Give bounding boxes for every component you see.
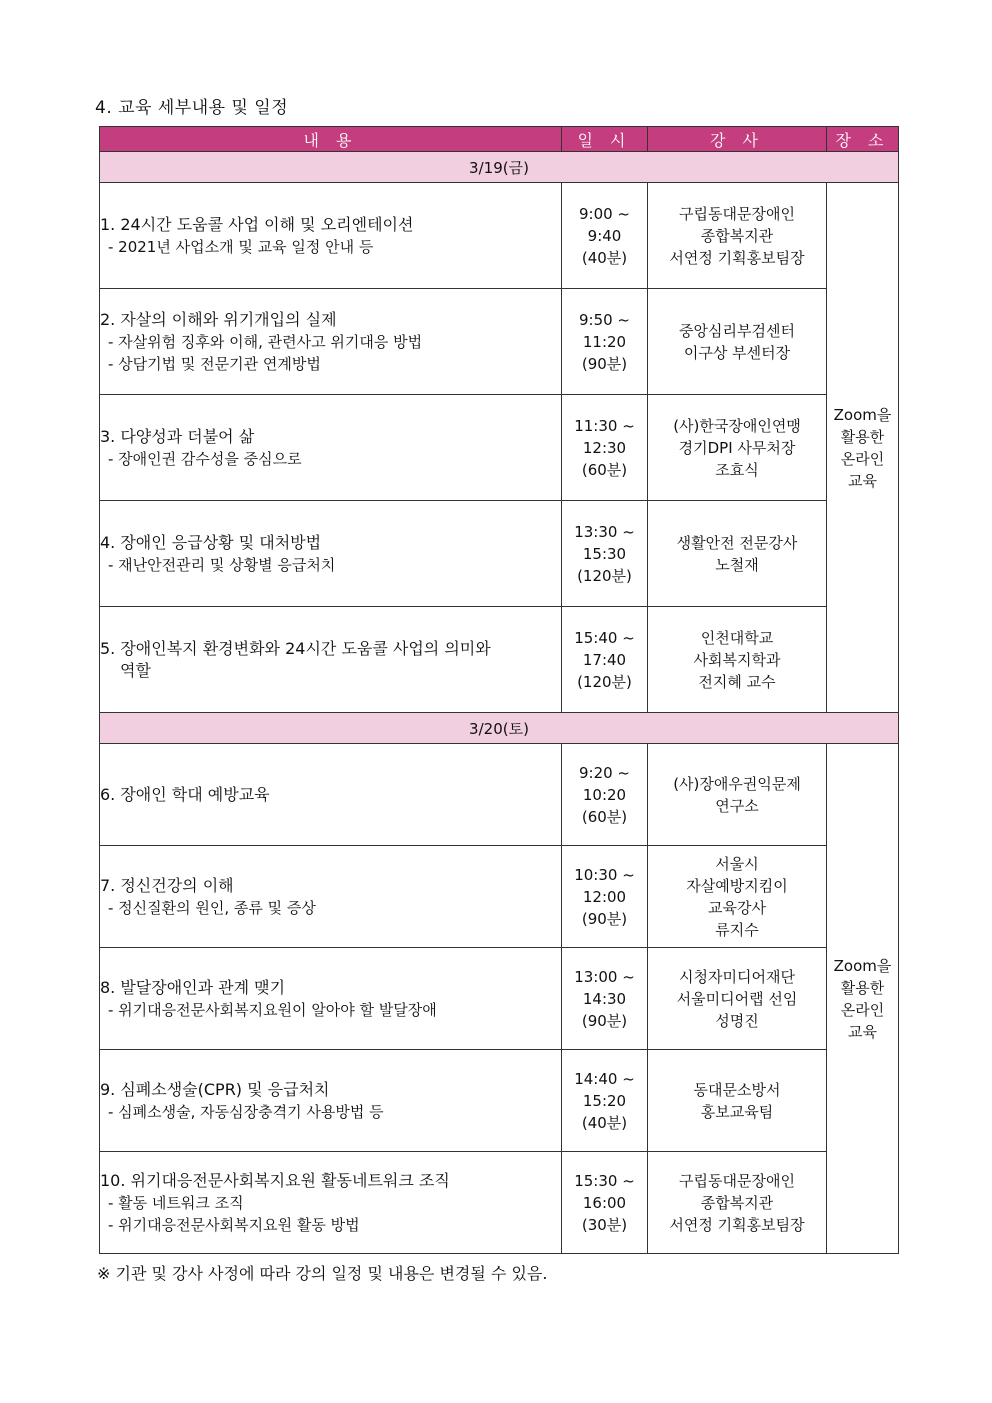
session-detail: - 위기대응전문사회복지요원 활동 방법 xyxy=(108,1215,360,1234)
session-speaker xyxy=(648,1050,827,1152)
header-content: 내 용 xyxy=(100,127,562,152)
section-title: 4. 교육 세부내용 및 일정 xyxy=(95,98,289,118)
session-row xyxy=(100,1050,899,1152)
speaker-line: 이구상 부센터장 xyxy=(683,343,791,362)
time-start: 13:00 ~ xyxy=(574,967,635,986)
session-speaker xyxy=(648,183,827,289)
header-speaker: 강 사 xyxy=(648,127,827,152)
time-end: 10:20 xyxy=(582,785,627,804)
speaker-line: 종합복지관 xyxy=(700,1193,774,1212)
session-content xyxy=(100,1152,562,1254)
time-start: 9:00 ~ xyxy=(578,204,631,223)
session-title: 6. 장애인 학대 예방교육 xyxy=(100,784,270,804)
session-detail: - 자살위험 징후와 이해, 관련사고 위기대응 방법 xyxy=(108,332,423,351)
time-duration: (90분) xyxy=(581,354,628,373)
session-content xyxy=(100,1050,562,1152)
time-end: 15:20 xyxy=(582,1091,627,1110)
date-label: 3/19(금) xyxy=(100,152,899,183)
time-end: 11:20 xyxy=(582,332,627,351)
session-content xyxy=(100,948,562,1050)
speaker-line: 서연정 기획홍보팀장 xyxy=(669,1215,805,1234)
place-line: 활용한 xyxy=(840,427,885,446)
session-content xyxy=(100,744,562,846)
header-place: 장 소 xyxy=(827,127,899,152)
session-row xyxy=(100,183,899,289)
place-line: 교육 xyxy=(848,471,877,490)
session-time xyxy=(562,395,648,501)
time-duration: (60분) xyxy=(581,460,628,479)
date-label: 3/20(토) xyxy=(100,713,899,744)
session-title: 8. 발달장애인과 관계 맺기 xyxy=(100,977,286,997)
session-speaker xyxy=(648,395,827,501)
time-start: 9:50 ~ xyxy=(578,310,631,329)
session-time xyxy=(562,607,648,713)
session-time xyxy=(562,846,648,948)
session-content xyxy=(100,501,562,607)
session-detail: - 2021년 사업소개 및 교육 일정 안내 등 xyxy=(108,237,374,256)
speaker-line: 자살예방지킴이 xyxy=(686,876,788,895)
session-time xyxy=(562,1050,648,1152)
speaker-line: 중앙심리부검센터 xyxy=(679,321,795,340)
session-detail: - 상담기법 및 전문기관 연계방법 xyxy=(108,354,321,373)
speaker-line: 인천대학교 xyxy=(700,628,774,647)
session-speaker xyxy=(648,1152,827,1254)
place-line: 온라인 xyxy=(840,1000,885,1019)
session-content xyxy=(100,607,562,713)
time-end: 14:30 xyxy=(582,989,627,1008)
place-line: Zoom을 xyxy=(833,956,892,975)
session-title: 9. 심폐소생술(CPR) 및 응급처치 xyxy=(100,1079,330,1099)
session-detail: - 활동 네트워크 조직 xyxy=(108,1193,244,1212)
time-start: 15:30 ~ xyxy=(574,1171,635,1190)
time-duration: (120분) xyxy=(577,672,632,691)
time-duration: (60분) xyxy=(581,807,628,826)
footnote: ※ 기관 및 강사 사정에 따라 강의 일정 및 내용은 변경될 수 있음. xyxy=(97,1264,548,1283)
session-time xyxy=(562,289,648,395)
speaker-line: 전지혜 교수 xyxy=(698,672,776,691)
time-end: 15:30 xyxy=(582,544,627,563)
time-end: 17:40 xyxy=(582,650,627,669)
session-content xyxy=(100,289,562,395)
session-row xyxy=(100,744,899,846)
speaker-line: 동대문소방서 xyxy=(693,1080,781,1099)
speaker-line: 서울시 xyxy=(715,854,759,873)
session-row xyxy=(100,948,899,1050)
speaker-line: 구립동대문장애인 xyxy=(679,1171,795,1190)
session-row xyxy=(100,846,899,948)
speaker-line: 조효식 xyxy=(715,460,759,479)
speaker-line: 연구소 xyxy=(715,796,759,815)
session-title: 10. 위기대응전문사회복지요원 활동네트워크 조직 xyxy=(100,1170,450,1190)
speaker-line: (사)한국장애인연맹 xyxy=(673,416,801,435)
session-speaker xyxy=(648,501,827,607)
time-duration: (30분) xyxy=(581,1215,628,1234)
session-place xyxy=(827,744,899,1254)
speaker-line: 사회복지학과 xyxy=(693,650,781,669)
speaker-line: 노철재 xyxy=(715,555,759,574)
session-time xyxy=(562,744,648,846)
session-detail: - 정신질환의 원인, 종류 및 증상 xyxy=(108,898,316,917)
session-row xyxy=(100,395,899,501)
time-end: 16:00 xyxy=(582,1193,627,1212)
session-speaker xyxy=(648,289,827,395)
speaker-line: 구립동대문장애인 xyxy=(679,204,795,223)
speaker-line: 서연정 기획홍보팀장 xyxy=(669,248,805,267)
speaker-line: 성명진 xyxy=(715,1011,759,1030)
time-start: 10:30 ~ xyxy=(574,865,635,884)
speaker-line: 종합복지관 xyxy=(700,226,774,245)
session-title: 2. 자살의 이해와 위기개입의 실제 xyxy=(100,309,337,329)
session-title: 1. 24시간 도움콜 사업 이해 및 오리엔테이션 xyxy=(100,214,414,234)
time-duration: (90분) xyxy=(581,909,628,928)
speaker-line: (사)장애우권익문제 xyxy=(673,774,801,793)
session-detail: - 심폐소생술, 자동심장충격기 사용방법 등 xyxy=(108,1102,384,1121)
speaker-line: 교육강사 xyxy=(708,898,766,917)
session-row xyxy=(100,289,899,395)
time-start: 13:30 ~ xyxy=(574,522,635,541)
time-start: 11:30 ~ xyxy=(574,416,635,435)
speaker-line: 류지수 xyxy=(715,920,759,939)
session-content xyxy=(100,395,562,501)
session-title: 7. 정신건강의 이해 xyxy=(100,875,234,895)
speaker-line: 서울미디어랩 선임 xyxy=(676,989,798,1008)
session-speaker xyxy=(648,607,827,713)
session-speaker xyxy=(648,846,827,948)
session-title: 5. 장애인복지 환경변화와 24시간 도움콜 사업의 의미와 xyxy=(100,638,491,658)
session-detail: - 위기대응전문사회복지요원이 알아야 할 발달장애 xyxy=(108,1000,437,1019)
date-row xyxy=(100,713,899,744)
place-line: 활용한 xyxy=(840,978,885,997)
place-line: 교육 xyxy=(848,1022,877,1041)
speaker-line: 생활안전 전문강사 xyxy=(676,533,798,552)
session-time xyxy=(562,1152,648,1254)
time-start: 14:40 ~ xyxy=(574,1069,635,1088)
schedule-table xyxy=(99,126,899,1254)
place-line: Zoom을 xyxy=(833,405,892,424)
session-title-cont: 역할 xyxy=(120,660,151,680)
session-speaker xyxy=(648,948,827,1050)
time-start: 15:40 ~ xyxy=(574,628,635,647)
session-content xyxy=(100,846,562,948)
session-detail: - 재난안전관리 및 상황별 응급처치 xyxy=(108,555,336,574)
session-detail: - 장애인권 감수성을 중심으로 xyxy=(108,449,302,468)
session-time xyxy=(562,948,648,1050)
speaker-line: 경기DPI 사무처장 xyxy=(678,438,796,457)
session-row xyxy=(100,1152,899,1254)
time-duration: (40분) xyxy=(581,1113,628,1132)
date-row xyxy=(100,152,899,183)
time-end: 12:30 xyxy=(582,438,627,457)
session-speaker xyxy=(648,744,827,846)
place-line: 온라인 xyxy=(840,449,885,468)
speaker-line: 시청자미디어재단 xyxy=(679,967,795,986)
header-time: 일 시 xyxy=(562,127,648,152)
speaker-line: 홍보교육팀 xyxy=(700,1102,774,1121)
session-row xyxy=(100,607,899,713)
session-title: 3. 다양성과 더불어 삶 xyxy=(100,426,255,446)
time-duration: (90분) xyxy=(581,1011,628,1030)
time-duration: (40분) xyxy=(581,248,628,267)
time-start: 9:20 ~ xyxy=(578,763,631,782)
session-time xyxy=(562,501,648,607)
session-title: 4. 장애인 응급상황 및 대처방법 xyxy=(100,532,322,552)
time-end: 12:00 xyxy=(582,887,627,906)
session-content xyxy=(100,183,562,289)
session-row xyxy=(100,501,899,607)
time-end: 9:40 xyxy=(587,226,622,245)
session-time xyxy=(562,183,648,289)
header-row xyxy=(100,127,899,152)
session-place xyxy=(827,183,899,713)
time-duration: (120분) xyxy=(577,566,632,585)
